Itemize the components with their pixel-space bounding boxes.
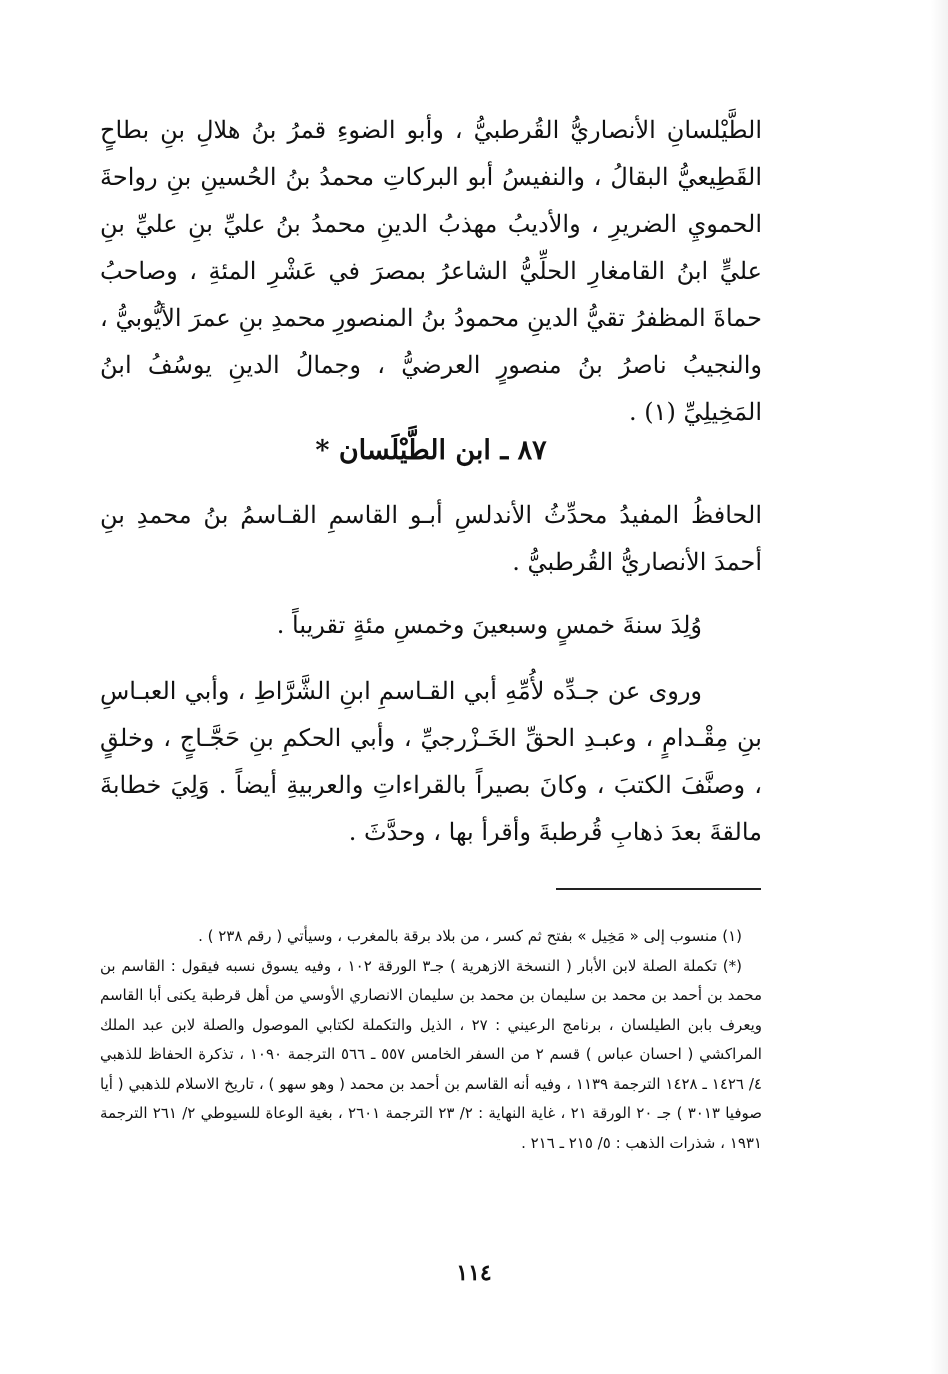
biography-paragraph: الحافظُ المفيدُ محدِّثُ الأندلسِ أبـو القاسمِ القـاسمُ بنُ محمدِ بنِ أحمدَ الأنصاريُّ القُرطبيُّ . bbox=[100, 501, 762, 576]
entry-heading: ٨٧ ـ ابن الطَّيْلَسان * bbox=[315, 435, 547, 466]
footnote-1: (١) منسوب إلى « مَخِيل » بفتح ثم كسر ، من بلاد برقة بالمغرب ، وسيأتي ( رقم ٢٣٨ ) . bbox=[198, 927, 742, 945]
scan-edge-shadow bbox=[930, 0, 948, 1374]
continued-paragraph: الطَّيْلسانِ الأنصاريُّ القُرطبيُّ ، وأبو الضوءِ قمرُ بنُ هلالِ بنِ بطاحٍ القَطِيعيُّ البقالُ ، والنفيسُ أبو البركاتِ محمدُ بنُ الحُسينِ بنِ رواحةَ الحمويِ الضريرِ ، والأديبُ مهذبُ الدينِ محمدُ بنُ عليِّ بنِ عليِّ بنِ عليٍّ ابنُ القامغارِ الحلِّيُّ الشاعرُ بمصرَ في عَشْرِ المئةِ ، وصاحبُ حماةَ المظفرُ تقيُّ الدينِ محمودُ بنُ المنصورِ محمدِ بنِ عمرَ الأيُّوبيُّ ، والنجيبُ ناصرُ بنُ منصورٍ العرضيُّ ، وجمالُ الدينِ يوسُفُ ابنُ المَخِيلِيِّ (١) . bbox=[100, 116, 763, 426]
footnotes bbox=[100, 922, 762, 1158]
footnote-separator bbox=[556, 888, 761, 890]
birth-paragraph: وُلِدَ سنةَ خمسٍ وسبعينَ وخمسِ مئةٍ تقريباً . bbox=[276, 611, 702, 639]
footnote-sources: (*) تكملة الصلة لابن الأبار ( النسخة الازهرية ) جـ٣ الورقة ١٠٢ ، وفيه يسوق نسبه فيقول : القاسم بن محمد بن أحمد بن محمد بن سليمان بن محمد بن سليمان الانصاري الأوسي من أهل قرطبة يكنى أبا القاسم ويعرف بابن الطيلسان ، برنامج الرعيني : ٢٧ ، الذيل والتكملة لكتابي الموصول والصلة لابن عبد الملك المراكشي ( احسان عباس ) قسم ٢ من السفر الخامس ٥٥٧ ـ ٥٦٦ الترجمة ١٠٩٠ ، تذكرة الحفاظ للذهبي ٤/ ١٤٢٦ ـ ١٤٢٨ الترجمة ١١٣٩ ، وفيه أنه القاسم بن أحمد بن محمد ( وهو سهو ) ، تاريخ الاسلام للذهبي ( أيا صوفيا ٣٠١٣ ) جـ ٢٠ الورقة ٢١ ، غاية النهاية : ٢/ ٢٣ الترجمة ٢٦٠١ ، بغية الوعاة للسيوطي ٢/ ٢٦١ الترجمة ١٩٣١ ، شذرات الذهب : ٥/ ٢١٥ ـ ٢١٦ . bbox=[100, 956, 762, 1152]
narration-paragraph: وروى عن جـدِّه لأُمِّهِ أبي القـاسمِ ابنِ الشَّرَّاطِ ، وأبي العبـاسِ بنِ مِقْـدامٍ ، وعبـدِ الحقِّ الخَـزْرجيِّ ، وأبي الحكمِ بنِ حَجَّـاجٍ ، وخلقٍ ، وصنَّفَ الكتبَ ، وكانَ بصيراً بالقراءاتِ والعربيةِ أيضاً . وَلِيَ خطابةَ مالقةَ بعدَ ذهابِ قُرطبةَ وأقرأ بها ، وحدَّثَ . bbox=[100, 677, 762, 846]
page-number: ١١٤ bbox=[456, 1260, 492, 1286]
